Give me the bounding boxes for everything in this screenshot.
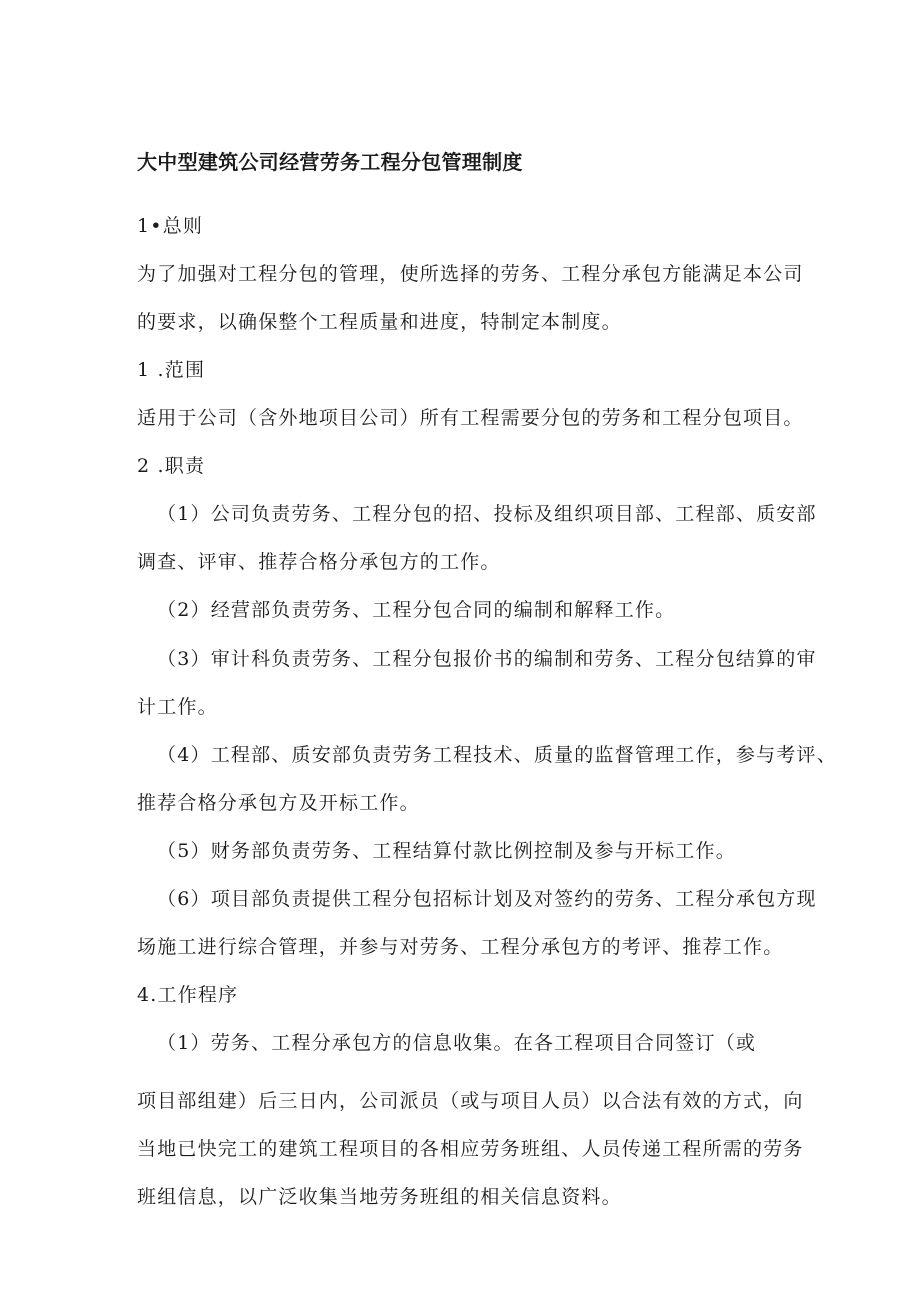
paragraph-line: 推荐合格分承包方及开标工作。 [137, 792, 420, 814]
paragraph-line: 的要求，以确保整个工程质量和进度，特制定本制度。 [137, 311, 622, 333]
list-item-line: （1）劳务、工程分承包方的信息收集。在各工程项目合同签订（或 [157, 1032, 757, 1054]
list-item-line: （2）经营部负责劳务、工程分包合同的编制和解释工作。 [157, 599, 676, 621]
list-item-line: （1）公司负责劳务、工程分包的招、投标及组织项目部、工程部、质安部 [157, 503, 817, 525]
paragraph-line: 项目部组建）后三日内，公司派员（或与项目人员）以合法有效的方式，向 [137, 1090, 804, 1112]
section-heading-general: 1•总则 [137, 215, 204, 237]
section-heading-duties: 2 .职责 [137, 455, 206, 477]
section-heading-procedure: 4.工作程序 [137, 984, 239, 1006]
list-item-line: （3）审计科负责劳务、工程分包报价书的编制和劳务、工程分包结算的审 [157, 648, 817, 670]
paragraph-line: 班组信息，以广泛收集当地劳务班组的相关信息资料。 [137, 1186, 622, 1208]
paragraph-line: 调查、评审、推荐合格分承包方的工作。 [137, 551, 501, 573]
document-title: 大中型建筑公司经营劳务工程分包管理制度 [137, 150, 523, 174]
list-item-line: （6）项目部负责提供工程分包招标计划及对签约的劳务、工程分承包方现 [157, 888, 817, 910]
paragraph-line: 计工作。 [137, 696, 218, 718]
section-heading-scope: 1 .范围 [137, 359, 206, 381]
list-item-line: （5）财务部负责劳务、工程结算付款比例控制及参与开标工作。 [157, 840, 736, 862]
paragraph-line: 场施工进行综合管理，并参与对劳务、工程分承包方的考评、推荐工作。 [137, 936, 784, 958]
paragraph-line: 适用于公司（含外地项目公司）所有工程需要分包的劳务和工程分包项目。 [137, 407, 804, 429]
list-item-line: （4）工程部、质安部负责劳务工程技术、质量的监督管理工作，参与考评、 [157, 744, 837, 766]
paragraph-line: 当地已快完工的建筑工程项目的各相应劳务班组、人员传递工程所需的劳务 [137, 1138, 804, 1160]
paragraph-line: 为了加强对工程分包的管理，使所选择的劳务、工程分承包方能满足本公司 [137, 263, 804, 285]
